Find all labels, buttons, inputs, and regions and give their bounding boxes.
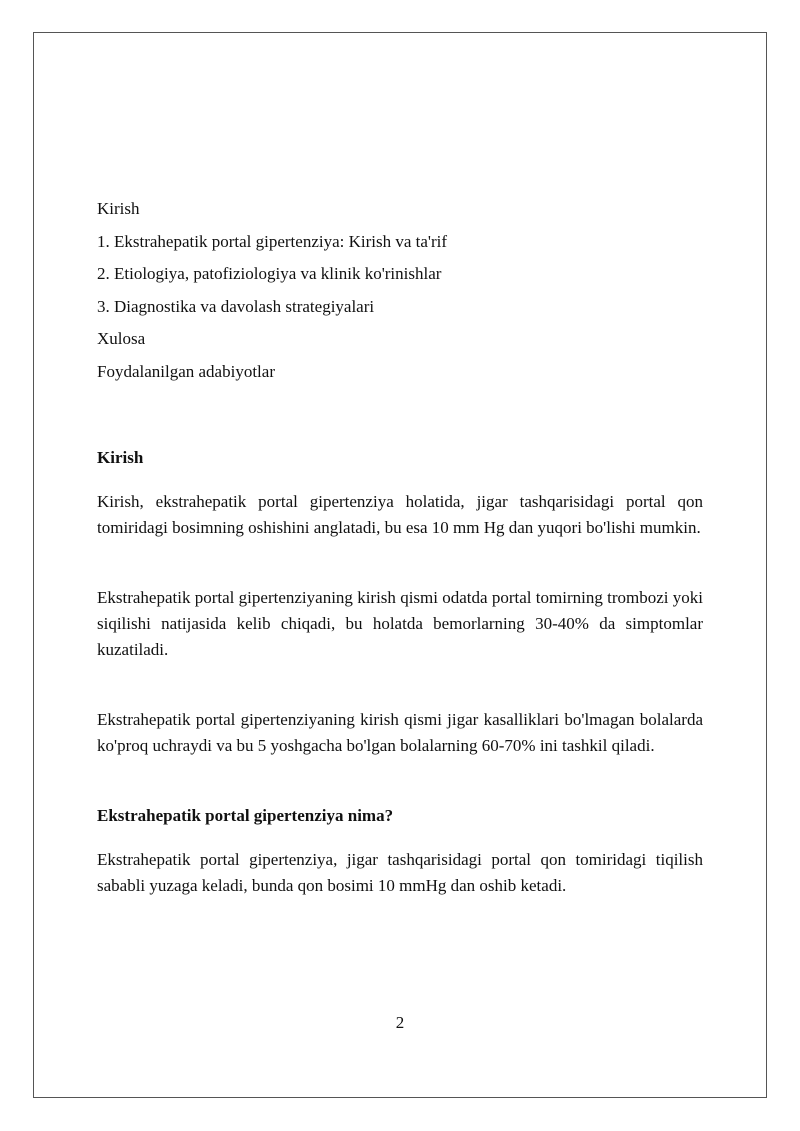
toc-item-1: 1. Ekstrahepatik portal gipertenziya: Kirish va ta'rif: [97, 231, 448, 251]
paragraph: Kirish, ekstrahepatik portal gipertenziya holatida, jigar tashqarisidagi portal qon tomiridagi bosimning oshishini anglatadi, bu esa 10 mm Hg dan yuqori bo'lishi mumkin.: [97, 491, 703, 537]
paragraph: Ekstrahepatik portal gipertenziyaning kirish qismi jigar kasalliklari bo'lmagan bolalarda ko'proq uchraydi va bu 5 yoshgacha bo'lgan bolalarning 60-70% ini tashkil qiladi.: [97, 709, 703, 755]
toc-item-references: Foydalanilgan adabiyotlar: [97, 361, 275, 381]
toc-item-2: 2. Etiologiya, patofiziologiya va klinik ko'rinishlar: [97, 264, 442, 283]
page-number: 2: [395, 1013, 405, 1032]
paragraph: Ekstrahepatik portal gipertenziyaning kirish qismi odatda portal tomirning trombozi yoki siqilishi natijasida kelib chiqadi, bu holatda bemorlarning 30-40% da simptomlar kuzatiladi.: [97, 587, 703, 659]
section-heading-introduction: Kirish: [97, 447, 144, 467]
toc-item-conclusion: Xulosa: [97, 329, 146, 348]
table-of-contents: [97, 196, 703, 385]
paragraph: Ekstrahepatik portal gipertenziya, jigar tashqarisidagi portal qon tomiridagi tiqilish sababli yuzaga keladi, bunda qon bosimi 10 mmHg dan oshib ketadi.: [97, 849, 703, 895]
page-content: [97, 196, 703, 899]
toc-item-introduction: Kirish: [97, 199, 140, 218]
section-heading-definition: Ekstrahepatik portal gipertenziya nima?: [97, 805, 394, 825]
toc-item-3: 3. Diagnostika va davolash strategiyalari: [97, 296, 375, 316]
